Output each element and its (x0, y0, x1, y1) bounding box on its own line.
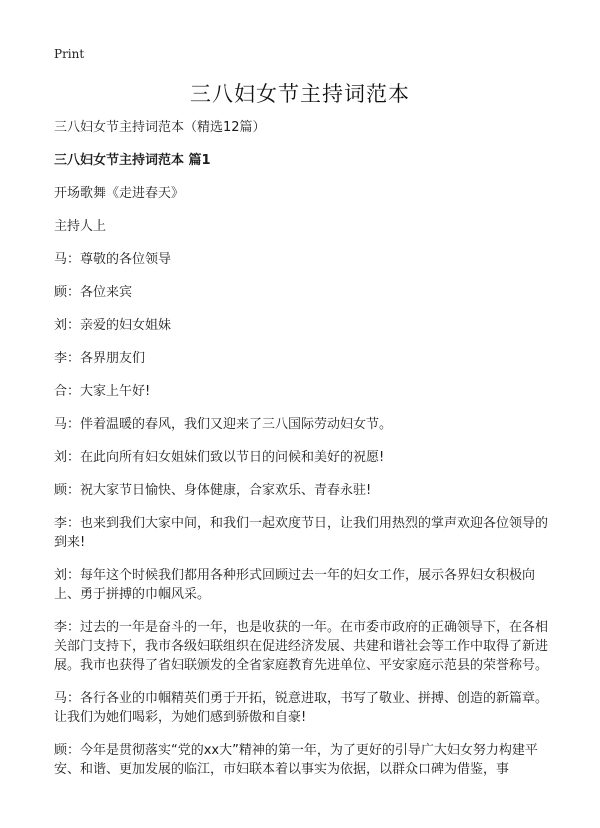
paragraph: 顾：各位来宾 (54, 285, 133, 300)
paragraph: 刘：亲爱的妇女姐妹 (54, 318, 172, 333)
paragraph: 李：也来到我们大家中间，和我们一起欢度节日，让我们用热烈的掌声欢迎各位领导的到来! (54, 516, 549, 550)
print-label: Print (54, 47, 85, 61)
paragraph: 李：各界朋友们 (54, 351, 146, 366)
document-body (54, 118, 550, 793)
section-heading: 三八妇女节主持词范本 篇1 (54, 153, 211, 168)
document-subtitle: 三八妇女节主持词范本（精选12篇） (54, 120, 266, 135)
paragraph: 马：伴着温暖的春风，我们又迎来了三八国际劳动妇女节。 (54, 417, 393, 432)
paragraph: 合：大家上午好! (54, 384, 151, 399)
paragraph: 马：尊敬的各位领导 (54, 252, 172, 267)
page-title: 三八妇女节主持词范本 (190, 82, 410, 106)
paragraph: 顾：今年是贯彻落实“党的xx大”精神的第一年，为了更好的引导广大妇女努力构建平安、和谐、更加发展的临江，市妇联本着以事实为依据，以群众口碑为借鉴，事 (54, 743, 538, 777)
paragraph: 开场歌舞《走进春天》 (54, 186, 185, 201)
paragraph: 马：各行各业的巾帼精英们勇于开拓，锐意进取，书写了敬业、拼搏、创造的新篇章。让我们为她们喝彩，为她们感到骄傲和自豪! (54, 691, 549, 725)
paragraph: 刘：每年这个时候我们都用各种形式回顾过去一年的妇女工作，展示各界妇女积极向上、勇于拼搏的巾帼风采。 (54, 568, 536, 602)
paragraph: 主持人上 (54, 219, 107, 234)
paragraph: 刘：在此向所有妇女姐妹们致以节日的问候和美好的祝愿! (54, 450, 385, 465)
paragraph: 顾：祝大家节日愉快、身体健康，合家欢乐、青春永驻! (54, 483, 372, 498)
paragraph: 李：过去的一年是奋斗的一年，也是收获的一年。在市委市政府的正确领导下，在各相关部门支持下，我市各级妇联组织在促进经济发展、共建和谐社会等工作中取得了新进展。我市也获得了省妇联颁发的全省家庭教育先进单位、平安家庭示范县的荣誉称号。 (54, 620, 549, 673)
